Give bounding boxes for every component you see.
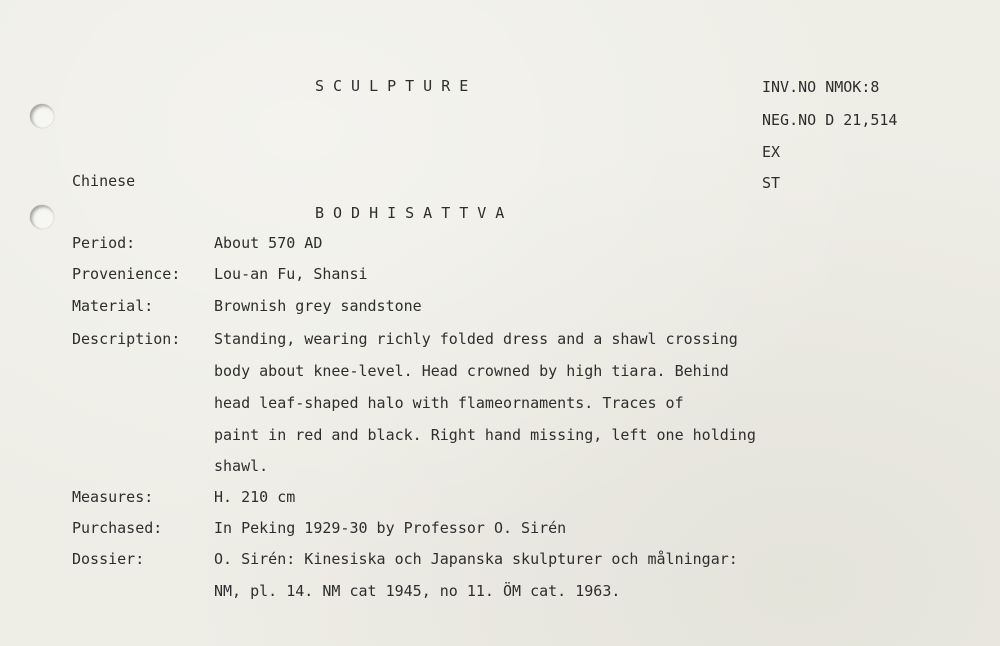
punch-hole-top [30, 104, 54, 128]
dossier-line-1: O. Sirén: Kinesiska och Japanska skulpturer och målningar: [214, 550, 738, 568]
provenience-value: Lou-an Fu, Shansi [214, 265, 368, 283]
purchased-label: Purchased: [72, 519, 163, 537]
purchased-value: In Peking 1929-30 by Professor O. Sirén [214, 519, 567, 537]
period-label: Period: [72, 234, 136, 252]
description-line-4: paint in red and black. Right hand missing, left one holding [214, 426, 756, 444]
provenience-label: Provenience: [72, 265, 181, 283]
negative-number: NEG.NO D 21,514 [762, 111, 898, 129]
inventory-number: INV.NO NMOK:8 [762, 78, 880, 96]
code-ex: EX [762, 143, 781, 161]
origin-label: Chinese [72, 172, 136, 190]
description-line-1: Standing, wearing richly folded dress and a shawl crossing [214, 330, 738, 348]
description-line-2: body about knee-level. Head crowned by high tiara. Behind [214, 362, 729, 380]
dossier-label: Dossier: [72, 550, 145, 568]
material-label: Material: [72, 297, 154, 315]
description-line-5: shawl. [214, 457, 269, 475]
dossier-line-2: NM, pl. 14. NM cat 1945, no 11. ÖM cat. 1963. [214, 582, 621, 600]
measures-label: Measures: [72, 488, 154, 506]
description-label: Description: [72, 330, 181, 348]
category-heading: SCULPTURE [315, 77, 478, 95]
measures-value: H. 210 cm [214, 488, 296, 506]
description-line-3: head leaf-shaped halo with flameornaments. Traces of [214, 394, 684, 412]
period-value: About 570 AD [214, 234, 323, 252]
code-st: ST [762, 174, 781, 192]
punch-hole-bottom [30, 205, 54, 229]
object-title: BODHISATTVA [315, 204, 514, 222]
material-value: Brownish grey sandstone [214, 297, 422, 315]
